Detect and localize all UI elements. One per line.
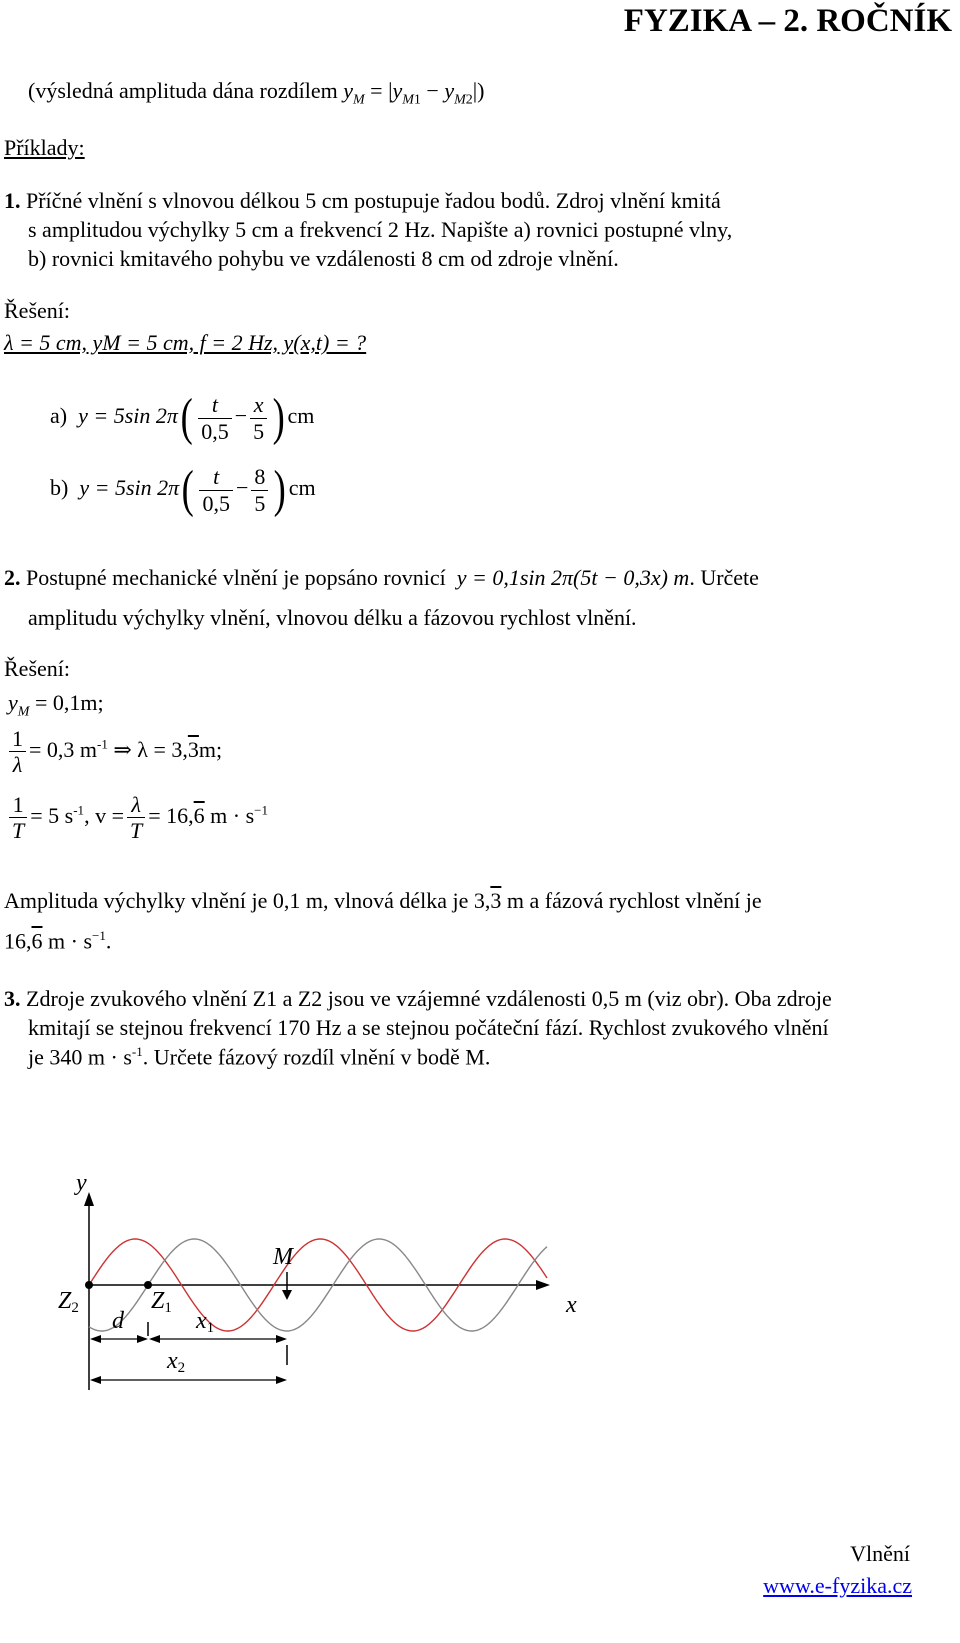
p2-sol-line1: $y_M = 0,1m$; — [8, 690, 104, 720]
p1-solution-label: Řešení: — [4, 298, 70, 323]
footer-topic: Vlnění — [850, 1541, 910, 1566]
problem2-line1: 2. Postupné mechanické vlnění je popsáno rovnicí y = 0,1sin 2π(5t − 0,3x) m. Určete — [4, 565, 759, 590]
figure-x-axis-arrow — [536, 1280, 550, 1290]
figure-d-label: d — [112, 1308, 124, 1334]
examples-heading: Příklady: — [4, 135, 85, 160]
p2-answer-line2: 16,6 $m \cdot s^{-1}$. — [4, 928, 112, 954]
point-m-arrow — [282, 1290, 292, 1300]
problem1-line1: 1. Příčné vlnění s vlnovou délkou 5 cm postupuje řadou bodů. Zdroj vlnění kmitá — [4, 188, 721, 213]
figure-z1-label: Z1 — [151, 1288, 172, 1316]
footer-link[interactable]: www.e-fyzika.cz — [763, 1573, 912, 1598]
problem1-line2: s amplitudou výchylky 5 cm a frekvencí 2 Hz. Napište a) rovnici postupné vlny, — [28, 217, 733, 242]
figure-m-label: M — [273, 1244, 293, 1270]
figure-x1-label: x1 — [196, 1308, 215, 1336]
intro-suffix: |) — [472, 78, 485, 103]
p1-given: λ = 5 cm, yM = 5 cm, f = 2 Hz, y(x,t) = ? — [4, 330, 367, 355]
p1-equation-b: b) y = 5sin 2π( $\frac{t}{0,5}$ − $\frac{8}{5}$ ) cm — [50, 461, 316, 518]
p2-sol-line3: $\frac{1}{T}$ = 5 $s^{-1}$, v = $\frac{\lambda}{T}$ = 16,6 $m \cdot s^{-1}$ — [6, 792, 268, 844]
figure-x-label: x — [566, 1292, 577, 1318]
wave-figure — [0, 1150, 960, 1450]
problem3-line2: kmitají se stejnou frekvencí 170 Hz a se stejnou počáteční fází. Rychlost zvukového vlnění — [28, 1015, 829, 1040]
problem2-equation: y = 0,1sin 2π(5t − 0,3x) m — [456, 565, 690, 590]
problem2-line2: amplitudu výchylky vlnění, vlnovou délku a fázovou rychlost vlnění. — [28, 605, 637, 630]
p2-solution-label: Řešení: — [4, 656, 70, 681]
figure-y-label: y — [76, 1170, 87, 1196]
problem3-line1: 3. Zdroje zvukového vlnění Z1 a Z2 jsou ve vzájemné vzdálenosti 0,5 m (viz obr). Oba zdroje — [4, 986, 832, 1011]
figure-x2-label: x2 — [167, 1348, 186, 1376]
p1-equation-a: a) y = 5sin 2π( $\frac{t}{0,5}$ − $\frac{x}{5}$ ) cm — [50, 389, 315, 446]
figure-z2-label: Z2 — [58, 1288, 79, 1316]
page-header-title: FYZIKA – 2. ROČNÍK — [623, 3, 952, 39]
problem3-line3: je 340 $m \cdot s^{-1}$. Určete fázový rozdíl vlnění v bodě M. — [28, 1044, 491, 1070]
intro-line: (výsledná amplituda dána rozdílem $y_M = |y_{M1} - y_{M2}|$) — [28, 78, 485, 108]
p2-sol-line2: $\frac{1}{\lambda}$ = 0,3 $m^{-1}$ ⇒ λ = 3,3m; — [6, 726, 222, 778]
intro-prefix: (výsledná amplituda dána rozdílem — [28, 78, 344, 103]
source-z2-dot — [85, 1281, 93, 1289]
p2-answer-line1: Amplituda výchylky vlnění je 0,1 m, vlnová délka je 3,3 m a fázová rychlost vlnění je — [4, 888, 762, 913]
problem1-line3: b) rovnici kmitavého pohybu ve vzdálenosti 8 cm od zdroje vlnění. — [28, 246, 619, 271]
